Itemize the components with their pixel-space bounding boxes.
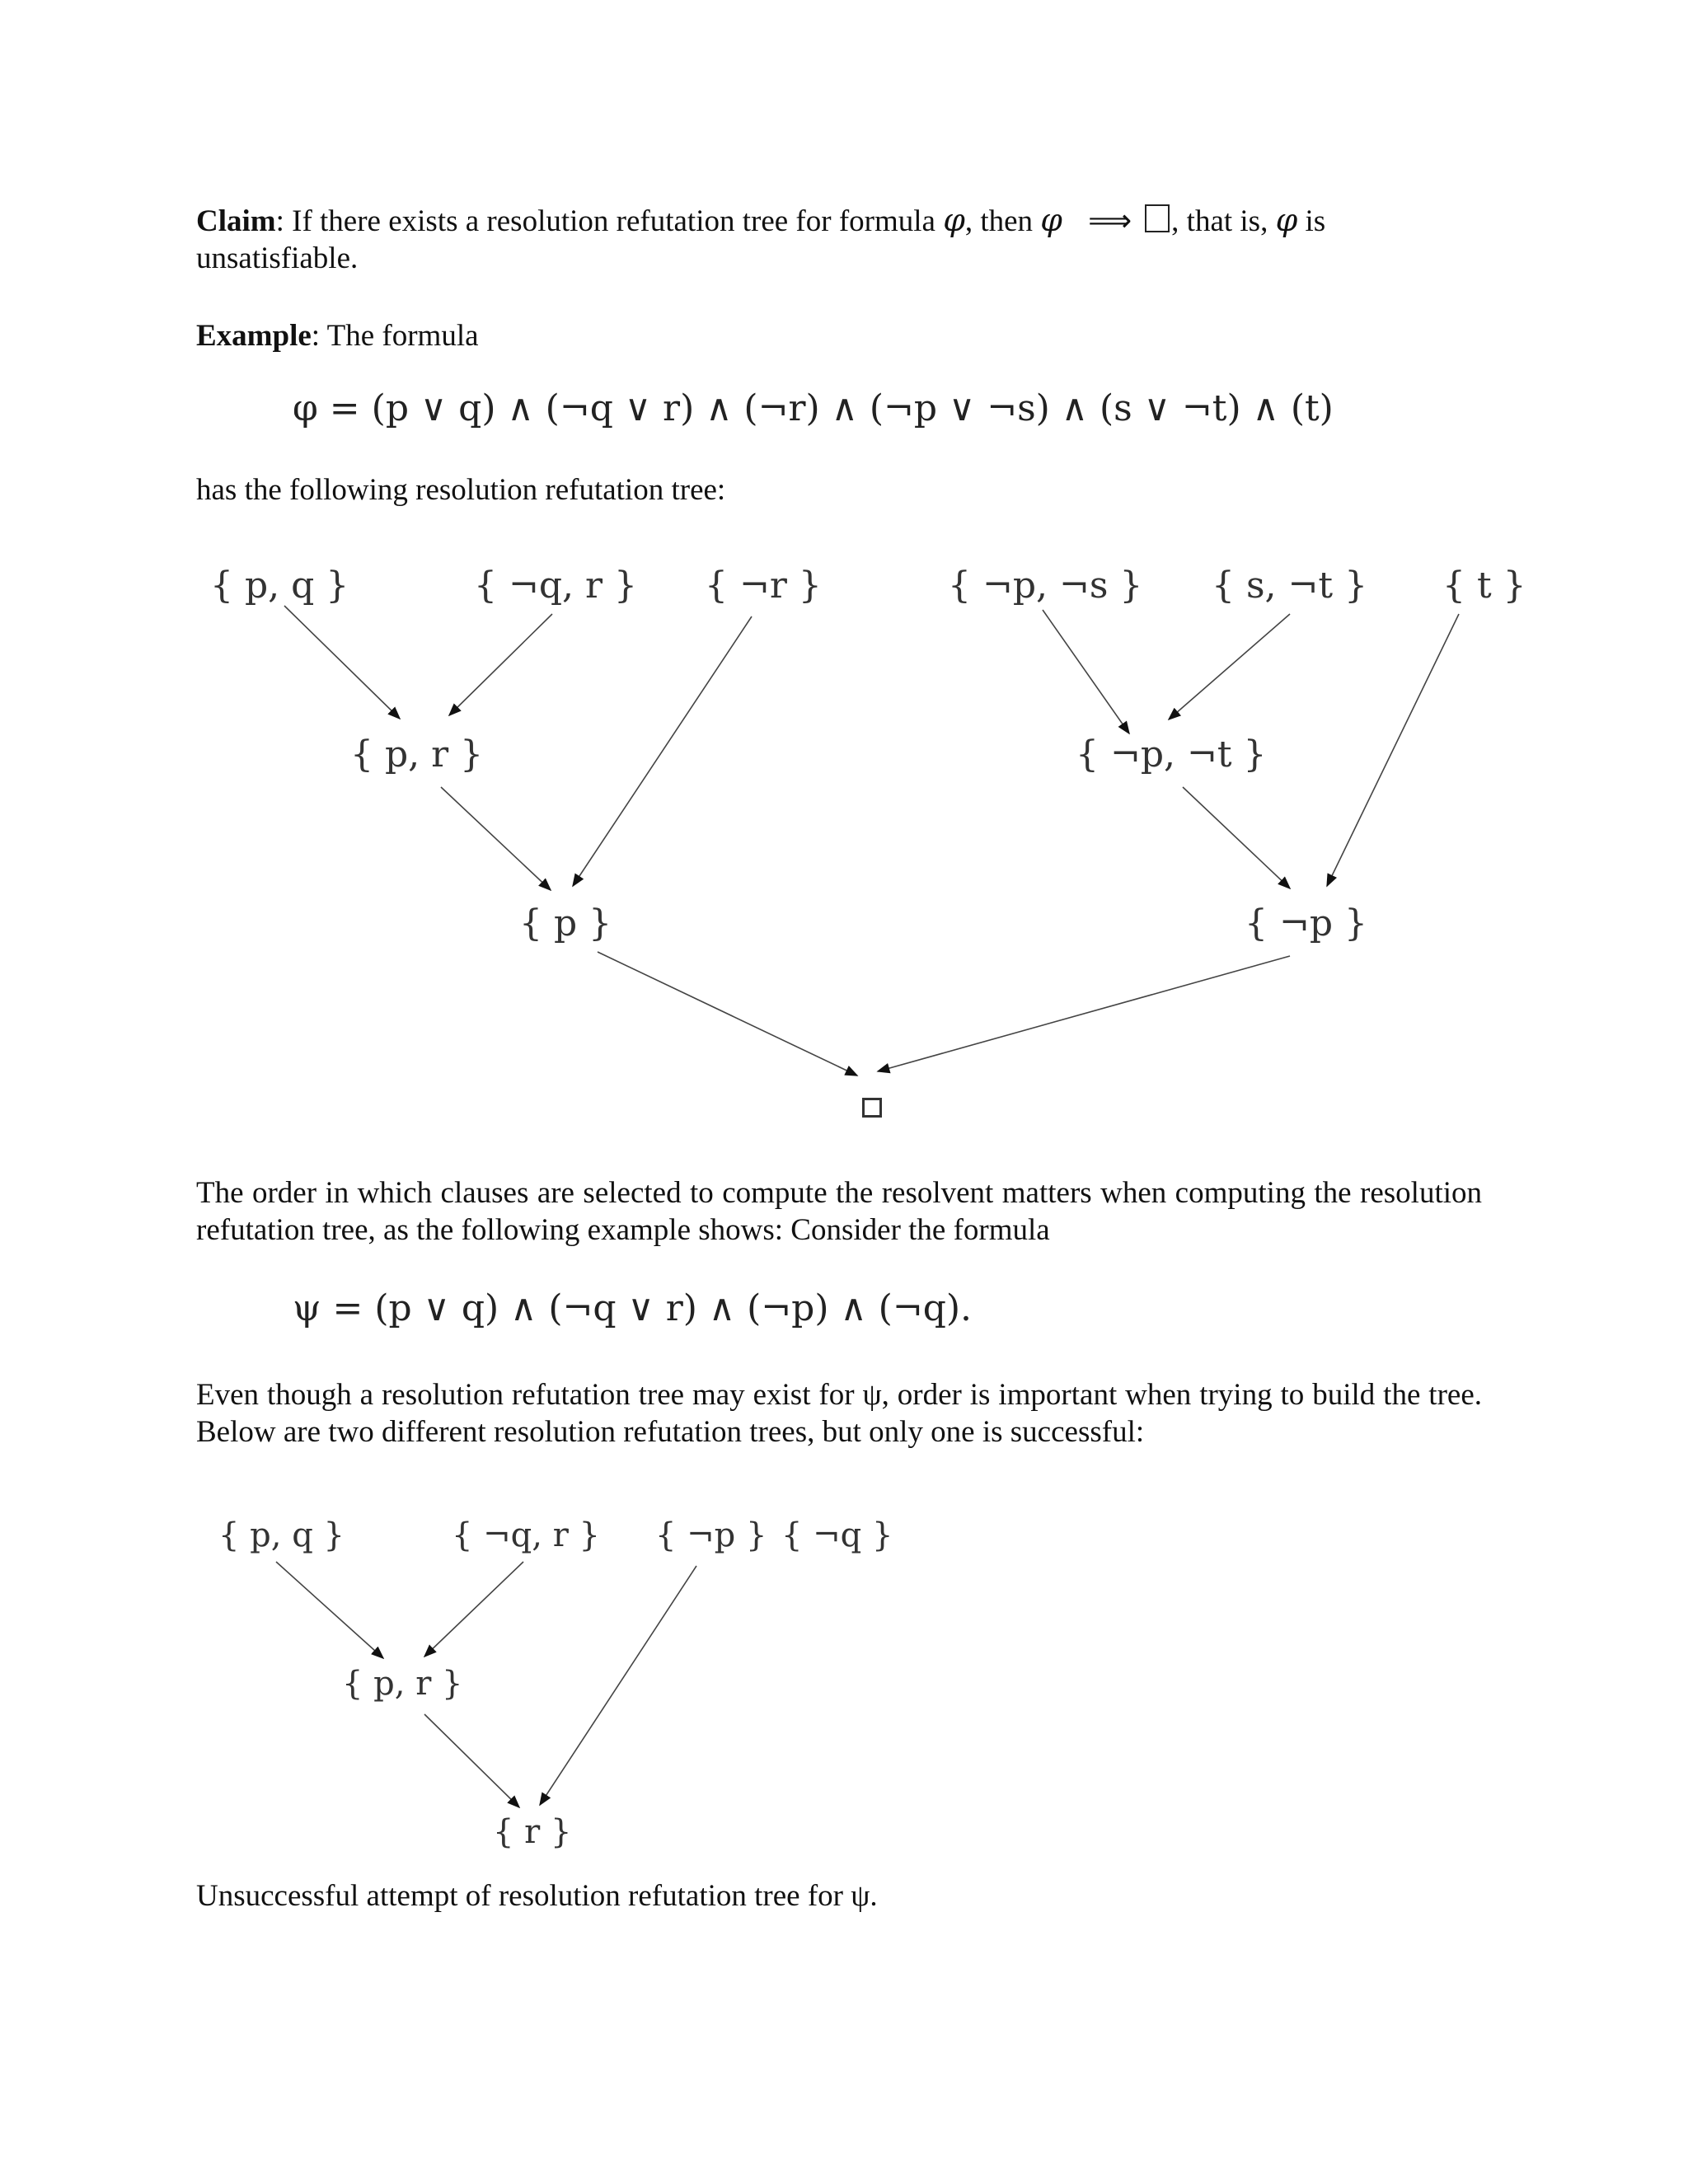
formula-psi: ψ = (p ∨ q) ∧ (¬q ∨ r) ∧ (¬p) ∧ (¬q). <box>293 1287 973 1329</box>
tree1-leaf-p-q: { p, q } <box>210 565 349 607</box>
formula-phi: φ = (p ∨ q) ∧ (¬q ∨ r) ∧ (¬r) ∧ (¬p ∨ ¬s) ∧ (s ∨ ¬t) ∧ (t) <box>293 387 1334 429</box>
edge <box>1327 614 1459 886</box>
edge <box>441 787 551 890</box>
edge <box>424 1562 523 1657</box>
phi-symbol: φ <box>1275 202 1298 238</box>
edge <box>1169 614 1290 719</box>
example-text: : The formula <box>311 319 479 353</box>
tree1-node-notp: { ¬p } <box>1245 902 1367 944</box>
tree1-node-notp-nott: { ¬p, ¬t } <box>1076 733 1267 776</box>
tree2-leaf-p-q: { p, q } <box>218 1516 345 1554</box>
example-label: Example <box>196 319 312 353</box>
order-paragraph: The order in which clauses are selected to compute the resolvent matters when computing the resolution refutation tree, as the following example shows: Consider the formula <box>196 1176 1482 1247</box>
edge <box>424 1714 519 1807</box>
edge <box>284 606 400 719</box>
tree2-node-p-r: { p, r } <box>342 1665 463 1703</box>
claim-text-4: is unsatisfiable. <box>196 204 1326 275</box>
tree-intro: has the following resolution refutation tree: <box>196 473 726 507</box>
edge <box>540 1566 696 1805</box>
edge <box>449 614 552 715</box>
tree1-leaf-t: { t } <box>1442 565 1526 607</box>
edge <box>878 956 1290 1071</box>
tree1-node-p: { p } <box>519 902 612 944</box>
edge <box>1183 787 1290 888</box>
phi-symbol: φ <box>1040 202 1062 238</box>
empty-clause-box <box>862 1098 882 1118</box>
claim-text-2: , then <box>964 204 1041 238</box>
tree1-leaf-notq-r: { ¬q, r } <box>474 565 637 607</box>
edge <box>276 1562 383 1658</box>
claim-text-3: , that is, <box>1171 204 1276 238</box>
tree1-leaf-notr: { ¬r } <box>705 565 822 607</box>
tree2-leaf-notq-r: { ¬q, r } <box>452 1516 600 1554</box>
tree1-node-p-r: { p, r } <box>350 733 484 776</box>
tree1-leaf-s-nott: { s, ¬t } <box>1212 565 1368 607</box>
edge <box>598 952 857 1076</box>
phi-symbol: φ <box>943 202 965 238</box>
tree2-leaf-notq: { ¬q } <box>781 1516 893 1554</box>
edge <box>1043 610 1129 733</box>
even-paragraph: Even though a resolution refutation tree may exist for ψ, order is important when trying to build the tree. Below are two different resolution refutation trees, but only one is successful: <box>196 1378 1482 1449</box>
tree1-leaf-notp-nots: { ¬p, ¬s } <box>948 565 1143 607</box>
tree2-caption: Unsuccessful attempt of resolution refutation tree for ψ. <box>196 1879 878 1913</box>
tree2-leaf-notp: { ¬p } <box>655 1516 767 1554</box>
claim-text-1: : If there exists a resolution refutation tree for formula <box>275 204 944 238</box>
edge <box>573 616 752 886</box>
tree2-node-r: { r } <box>493 1813 572 1851</box>
implies-arrow: ⟹ <box>1088 203 1132 238</box>
claim-label: Claim <box>196 204 276 238</box>
